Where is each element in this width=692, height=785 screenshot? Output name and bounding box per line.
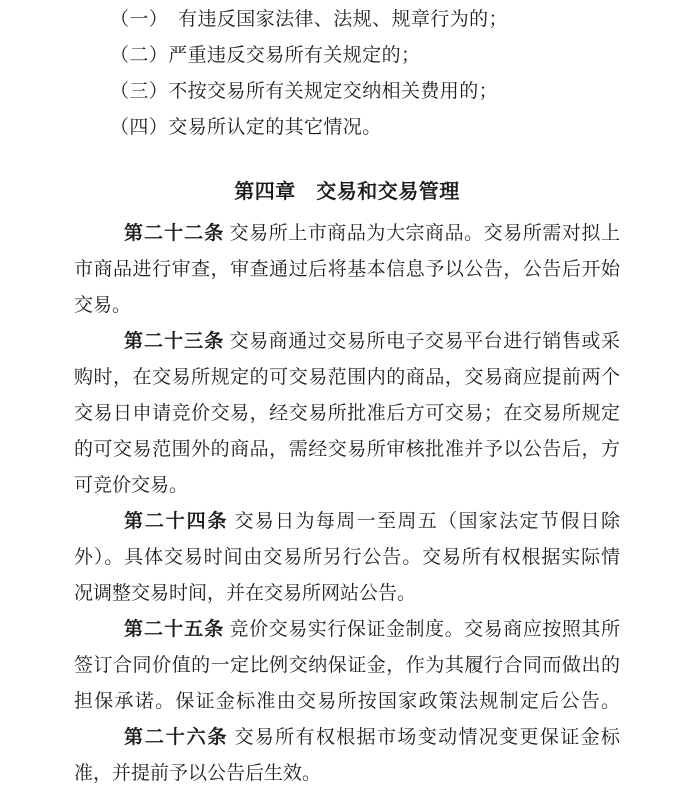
article-number: 第二十三条 — [124, 331, 225, 352]
article-line — [74, 720, 620, 756]
clause-item-4: （四）交易所认定的其它情况。 — [110, 117, 382, 138]
article-line — [74, 324, 620, 360]
article-line — [74, 612, 620, 648]
article-text: 交易所有权根据市场变动情况变更保证金标 — [228, 727, 620, 748]
article-line: 可竞价交易。 — [74, 475, 189, 496]
article-line — [74, 504, 620, 540]
article-text: 交易日为每周一至周五（国家法定节假日除 — [228, 511, 620, 532]
article-26 — [74, 720, 620, 785]
article-line: 市商品进行审查，审查通过后将基本信息予以公告，公告后开始 — [74, 259, 620, 280]
article-text: 竞价交易实行保证金制度。交易商应按照其所 — [224, 619, 620, 640]
article-line: 交易。 — [74, 295, 132, 316]
article-23 — [74, 324, 620, 504]
clause-item-1: （一） 有违反国家法律、法规、规章行为的； — [110, 9, 508, 30]
article-line: 外）。具体交易时间由交易所另行公告。交易所有权根据实际情 — [74, 547, 620, 568]
article-line — [74, 216, 620, 252]
article-number: 第二十二条 — [124, 223, 225, 244]
article-number: 第二十六条 — [124, 727, 229, 748]
article-line: 的可交易范围外的商品，需经交易所审核批准并予以公告后，方 — [74, 439, 620, 460]
article-line: 签订合同价值的一定比例交纳保证金，作为其履行合同而做出的 — [74, 655, 620, 676]
article-line: 交易日申请竞价交易，经交易所批准后方可交易；在交易所规定 — [74, 403, 620, 424]
article-number: 第二十四条 — [124, 511, 229, 532]
article-25 — [74, 612, 620, 720]
article-text: 交易商通过交易所电子交易平台进行销售或采 — [224, 331, 620, 352]
article-line: 购时，在交易所规定的可交易范围内的商品，交易商应提前两个 — [74, 367, 620, 388]
article-line: 准，并提前予以公告后生效。 — [74, 763, 322, 784]
article-number: 第二十五条 — [124, 619, 225, 640]
article-22 — [74, 216, 620, 324]
article-text: 交易所上市商品为大宗商品。交易所需对拟上 — [224, 223, 620, 244]
clause-list — [74, 2, 620, 146]
article-line: 担保承诺。保证金标准由交易所按国家政策法规制定后公告。 — [74, 691, 620, 712]
clause-item-3: （三）不按交易所有关规定交纳相关费用的； — [110, 81, 499, 102]
clause-item-2: （二）严重违反交易所有关规定的； — [110, 45, 421, 66]
article-line: 况调整交易时间，并在交易所网站公告。 — [74, 583, 417, 604]
chapter-heading: 第四章 交易和交易管理 — [234, 181, 460, 203]
article-24 — [74, 504, 620, 612]
